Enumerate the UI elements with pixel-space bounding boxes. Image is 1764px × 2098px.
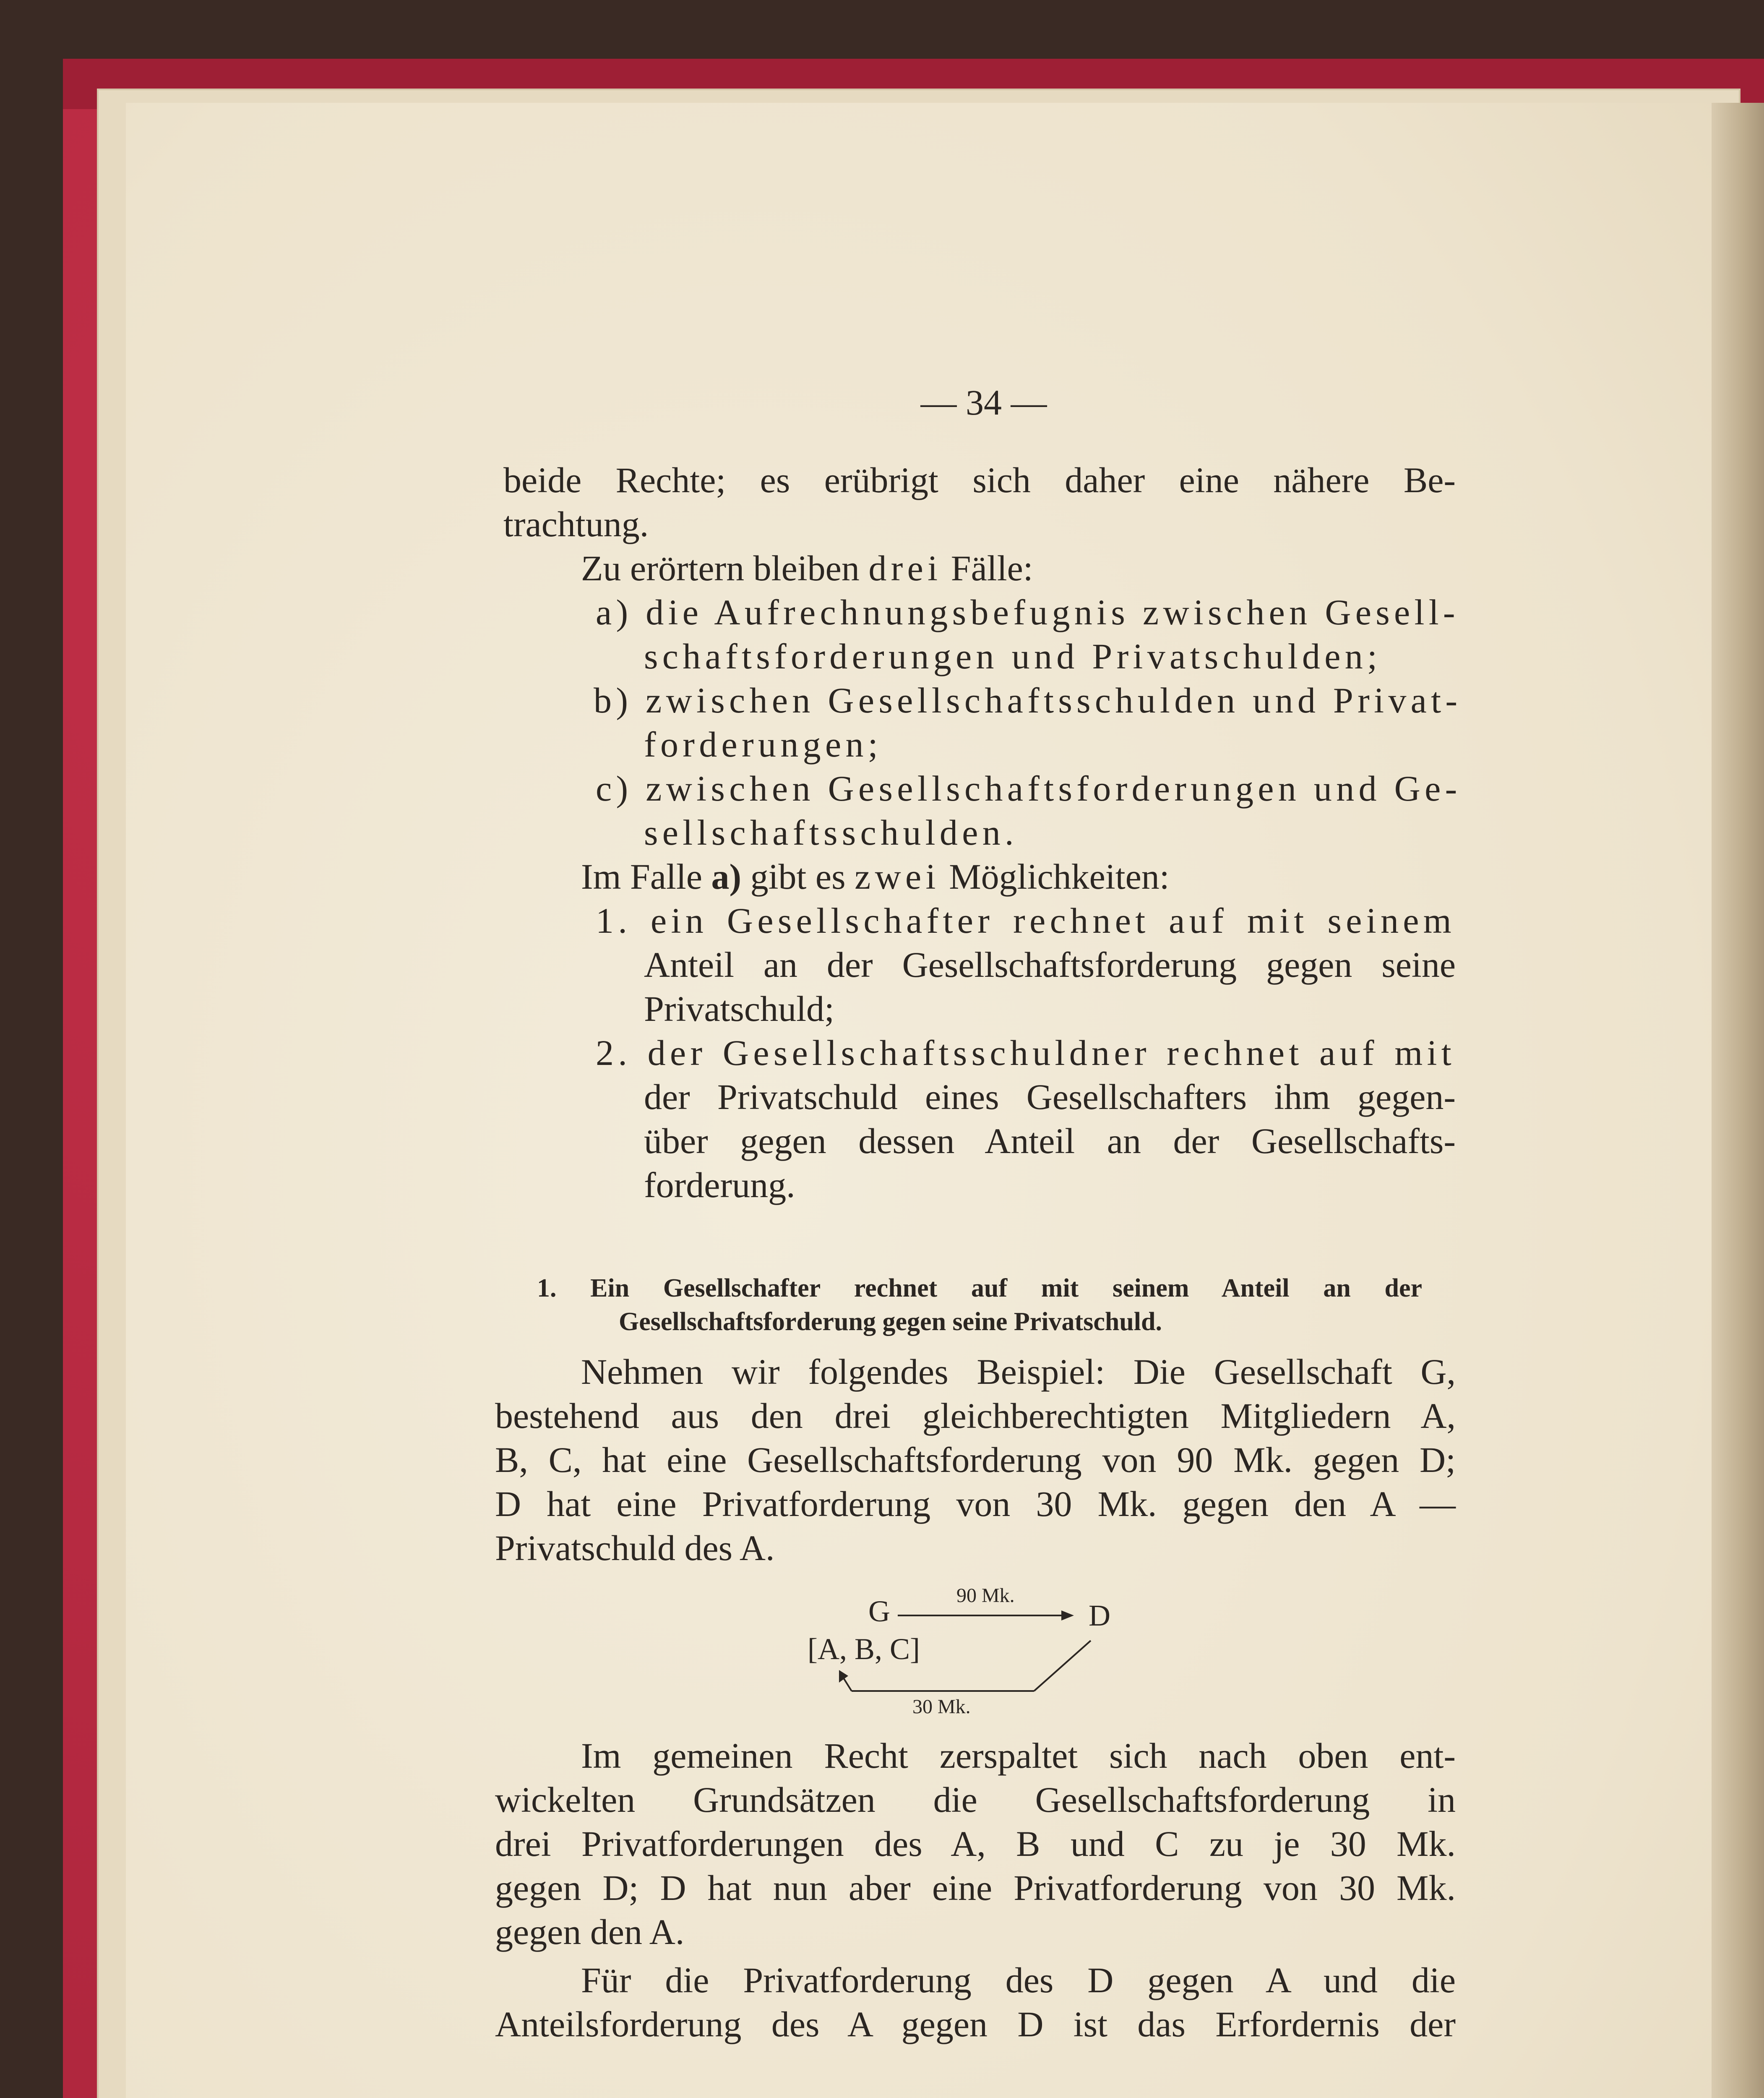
list-item-b: b) zwischen Gesellschaftsschulden und Privat-: [594, 680, 1462, 720]
list-item-2: 2. der Gesellschaftsschuldner rechnet auf mit: [596, 1033, 1456, 1073]
text-span: gibt es: [741, 856, 855, 897]
text-line: D hat eine Privatforderung von 30 Mk. gegen den A —: [495, 1484, 1456, 1524]
text-line: trachtung.: [503, 504, 649, 544]
text-line: Anteil an der Gesellschaftsforderung gegen seine: [644, 945, 1456, 985]
diagram-label-g: G: [868, 1594, 890, 1628]
text-line: gegen den A.: [495, 1912, 685, 1952]
page-gutter: [1712, 103, 1764, 2098]
emphasis: a): [711, 856, 742, 897]
section-heading: Gesellschaftsforderung gegen seine Privatschuld.: [619, 1307, 1162, 1336]
text-line: [581, 545, 1033, 591]
text-line: B, C, hat eine Gesellschaftsforderung von 90 Mk. gegen D;: [495, 1440, 1456, 1480]
text-line: forderungen;: [644, 724, 882, 765]
text-line: über gegen dessen Anteil an der Gesellschafts-: [644, 1121, 1456, 1161]
diagram-amount-top: 90 Mk.: [956, 1584, 1015, 1607]
text-line: [581, 854, 1170, 899]
text-line: wickelten Grundsätzen die Gesellschaftsforderung in: [495, 1780, 1456, 1820]
text-line: drei Privatforderungen des A, B und C zu je 30 Mk.: [495, 1824, 1456, 1864]
diagram-amount-bottom: 30 Mk.: [912, 1696, 971, 1718]
text-line: bestehend aus den drei gleichberechtigten Mitgliedern A,: [495, 1396, 1456, 1436]
section-heading: 1. Ein Gesellschafter rechnet auf mit seinem Anteil an der: [537, 1274, 1422, 1302]
text-line: schaftsforderungen und Privatschulden;: [644, 636, 1382, 676]
emphasis: zwei: [855, 856, 940, 897]
diagram-label-d: D: [1089, 1599, 1110, 1632]
text-line: forderung.: [644, 1165, 795, 1205]
text-line: Privatschuld;: [644, 989, 834, 1029]
list-item-a: a) die Aufrechnungsbefugnis zwischen Gesell-: [596, 592, 1459, 632]
text-line: Anteilsforderung des A gegen D ist das Erfordernis der: [495, 2004, 1456, 2044]
text-line: Für die Privatforderung des D gegen A und die: [581, 1960, 1456, 2000]
page-number: — 34 —: [920, 382, 1047, 423]
text-line: Privatschuld des A.: [495, 1528, 775, 1568]
text-line: sellschaftsschulden.: [644, 812, 1018, 853]
text-span: Fälle:: [942, 548, 1033, 588]
emphasis: drei: [868, 548, 942, 588]
text-line: gegen D; D hat nun aber eine Privatforderung von 30 Mk.: [495, 1868, 1456, 1908]
text-line: Nehmen wir folgendes Beispiel: Die Gesellschaft G,: [581, 1352, 1456, 1392]
text-span: Möglichkeiten:: [940, 856, 1170, 897]
text-span: Im Falle: [581, 856, 711, 897]
text-line: beide Rechte; es erübrigt sich daher eine nähere Be-: [503, 460, 1456, 500]
list-item-c: c) zwischen Gesellschaftsforderungen und Ge-: [596, 768, 1462, 809]
list-item-1: 1. ein Gesellschafter rechnet auf mit seinem: [596, 900, 1456, 941]
text-line: Im gemeinen Recht zerspaltet sich nach oben ent-: [581, 1735, 1456, 1776]
text-span: Zu erörtern bleiben: [581, 548, 869, 588]
diagram-members: [A, B, C]: [808, 1632, 920, 1666]
text-line: der Privatschuld eines Gesellschafters ihm gegen-: [644, 1077, 1456, 1117]
